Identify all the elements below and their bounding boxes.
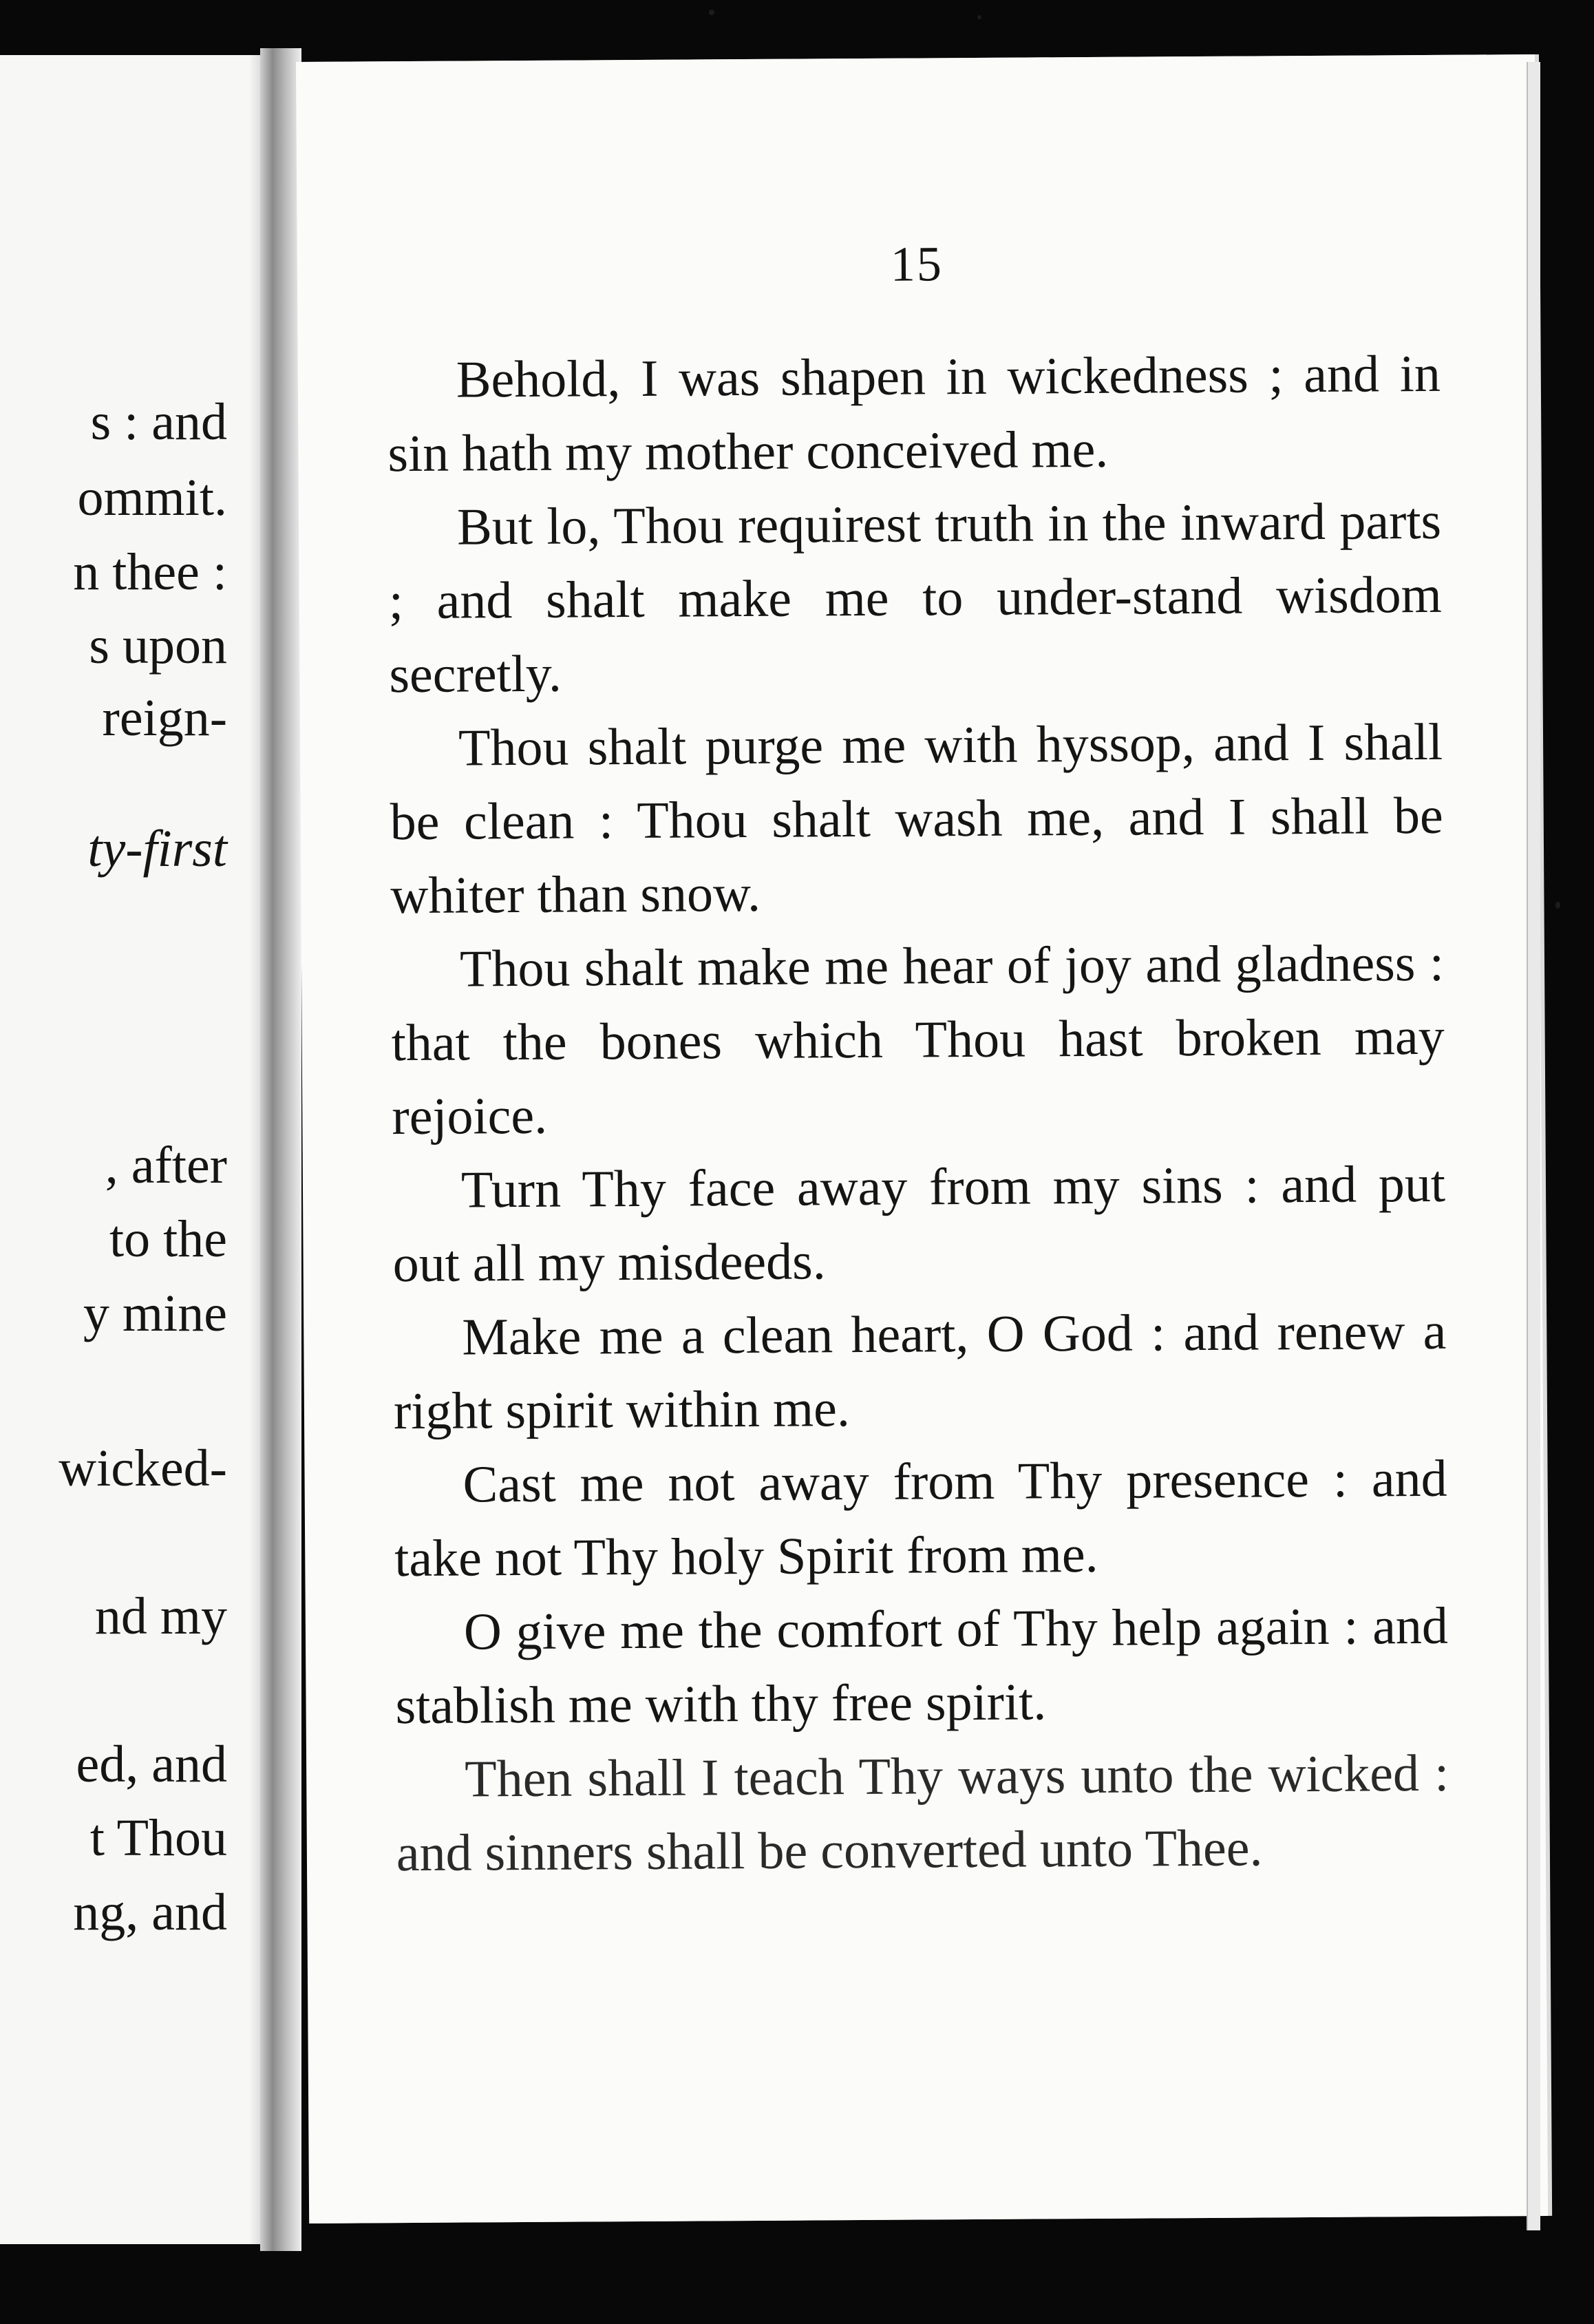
verse: Cast me not away from Thy presence : and take not Thy holy Spirit from me. [394, 1449, 1447, 1588]
verse: Thou shalt purge me with hyssop, and I shall be clean : Thou shalt wash me, and I shall be whiter than snow. [390, 712, 1443, 925]
right-page [296, 54, 1548, 2223]
left-page-line: to the [109, 1210, 227, 1268]
verse: Make me a clean heart, O God : and renew a right spirit within me. [393, 1302, 1447, 1441]
verse: O give me the comfort of Thy help again : and stablish me with thy free spirit. [395, 1596, 1449, 1735]
left-page-line: ng, and [73, 1883, 227, 1941]
scan-speck [977, 15, 981, 19]
left-page-line: s : and [90, 393, 227, 451]
verse: But lo, Thou requirest truth in the inward parts ; and shalt make me to under-stand wisdom secretly. [388, 492, 1443, 704]
book-gutter [260, 48, 301, 2251]
left-page-line: t Thou [89, 1809, 227, 1867]
verse: Thou shalt make me hear of joy and gladness : that the bones which Thou hast broken may rejoice. [391, 933, 1445, 1146]
left-page-line-italic: ty-first [87, 820, 227, 878]
left-page-line: n thee : [73, 543, 227, 601]
verse: Turn Thy face away from my sins : and put out all my misdeeds. [392, 1154, 1446, 1293]
left-page-line: wicked- [59, 1439, 227, 1497]
scan-speck [709, 10, 714, 15]
page-number: 15 [890, 236, 944, 292]
scan-speck [1555, 902, 1560, 909]
left-page-line: ed, and [76, 1735, 227, 1793]
left-page-line: y mine [83, 1285, 227, 1342]
left-page-line: ommit. [77, 469, 227, 527]
verse: Then shall I teach Thy ways unto the wicked : and sinners shall be converted unto Thee. [396, 1744, 1449, 1883]
psalm-text [387, 337, 1450, 1890]
left-page-line: reign- [102, 689, 227, 747]
left-facing-page [0, 55, 268, 2244]
verse: Behold, I was shapen in wickedness ; and in sin hath my mother conceived me. [387, 344, 1441, 483]
left-page-line: nd my [94, 1587, 227, 1645]
page-edge [1527, 62, 1540, 2230]
left-page-line: , after [105, 1137, 227, 1194]
left-page-line: s upon [89, 617, 227, 675]
